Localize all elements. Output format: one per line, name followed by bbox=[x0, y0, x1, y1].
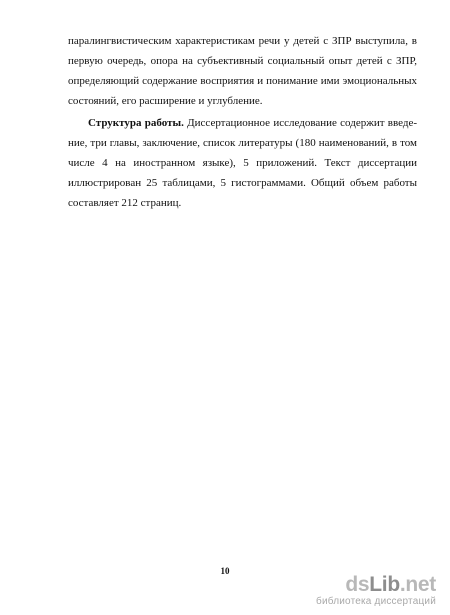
text-line: первую очередь, опора на субъективный социальный опыт детей с ЗПР, bbox=[68, 55, 417, 67]
paragraph-structure bbox=[68, 113, 417, 213]
paragraph-heading: Структура работы. bbox=[88, 117, 184, 129]
text-line-first bbox=[68, 113, 417, 133]
logo-net: .net bbox=[399, 573, 436, 596]
text-line: паралингвистическим характеристикам речи у детей с ЗПР выступила, в bbox=[68, 35, 417, 47]
logo-ds: ds bbox=[345, 573, 370, 596]
text-line: числе 4 на иностранном языке), 5 приложений. Текст диссертации bbox=[68, 157, 417, 169]
page-number: 10 bbox=[220, 566, 230, 576]
text-line: состояний, его расширение и углубление. bbox=[68, 95, 263, 107]
heading-continuation: Диссертационное исследование содержит введе- bbox=[183, 117, 417, 129]
text-line: ние, три главы, заключение, список литературы (180 наименований, в том bbox=[68, 137, 417, 149]
dslib-watermark bbox=[314, 574, 436, 608]
dslib-logo bbox=[314, 574, 436, 596]
text-line: иллюстрирован 25 таблицами, 5 гистограммами. Общий объем работы bbox=[68, 177, 417, 189]
text-line: составляет 212 страниц. bbox=[68, 197, 182, 209]
text-line: определяющий содержание восприятия и понимание ими эмоциональных bbox=[68, 75, 417, 87]
paragraph-continuation bbox=[68, 31, 417, 111]
logo-lib: Lib bbox=[369, 573, 400, 596]
watermark-subtitle: библиотека диссертаций bbox=[316, 596, 436, 607]
